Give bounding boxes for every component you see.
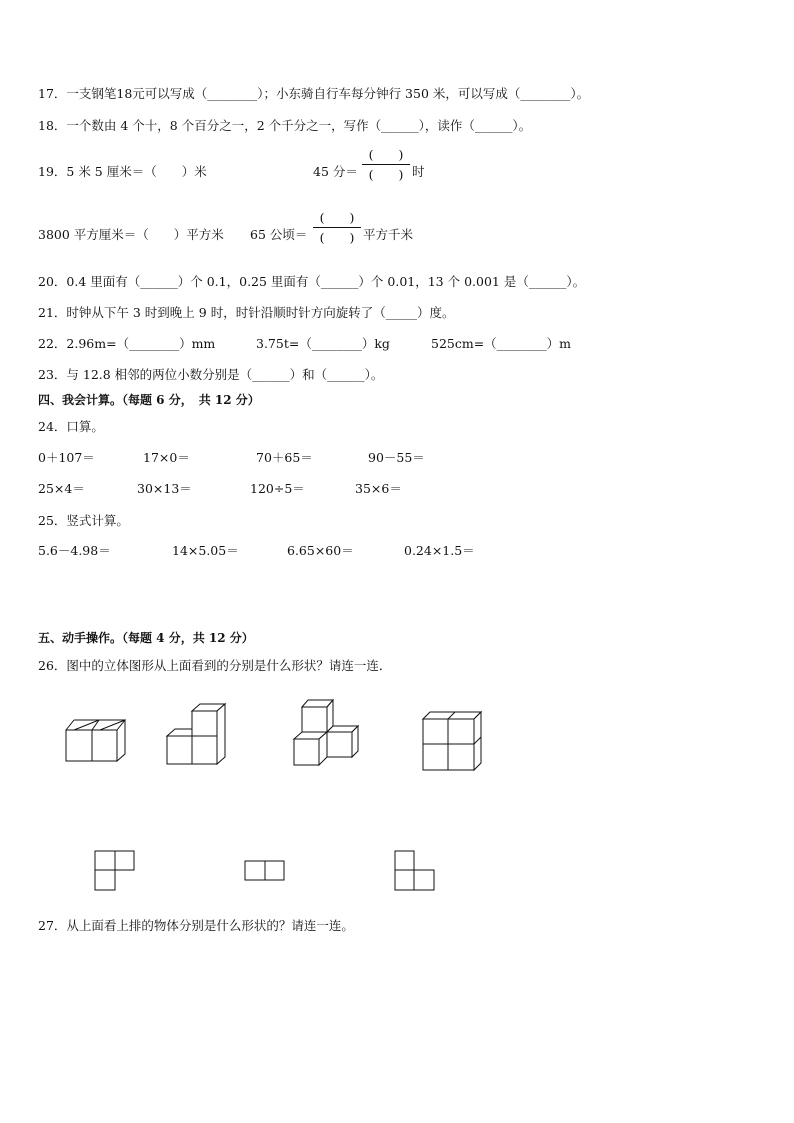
question-22-part1: 22．2.96m=（________）mm xyxy=(38,336,216,351)
question-19d-prefix: 65 公顷＝ xyxy=(250,227,308,242)
solid-figure-4[interactable] xyxy=(423,712,481,770)
mental-math-item: 30×13＝ xyxy=(137,481,192,496)
mental-math-item: 90－55＝ xyxy=(368,450,425,465)
question-20: 20．0.4 里面有（______）个 0.1，0.25 里面有（______）个 0.01，13 个 0.001 是（______）。 xyxy=(38,274,586,289)
solid-figure-2[interactable] xyxy=(167,704,225,764)
top-view-option-2[interactable] xyxy=(245,861,284,880)
mental-math-item: 35×6＝ xyxy=(355,481,402,496)
mental-math-item: 70＋65＝ xyxy=(256,450,313,465)
vertical-calc-item: 14×5.05＝ xyxy=(172,543,239,558)
vertical-calc-item: 6.65×60＝ xyxy=(287,543,354,558)
question-19b-suffix: 时 xyxy=(412,164,425,179)
question-23: 23．与 12.8 相邻的两位小数分别是（______）和（______）。 xyxy=(38,367,384,382)
section-4-heading: 四、我会计算。（每题 6 分， 共 12 分） xyxy=(38,393,260,407)
vertical-calc-item: 0.24×1.5＝ xyxy=(404,543,475,558)
question-24: 24．口算。 xyxy=(38,419,104,434)
question-22-part3: 525cm=（________）m xyxy=(431,336,572,351)
question-19b-prefix: 45 分＝ xyxy=(313,164,358,179)
fraction-denominator[interactable]: ( ) xyxy=(319,230,355,245)
mental-math-item: 25×4＝ xyxy=(38,481,85,496)
solid-figure-3[interactable] xyxy=(294,700,358,765)
question-17: 17．一支钢笔18元可以写成（________）；小东骑自行车每分钟行 350 米，可以写成（________）。 xyxy=(38,86,590,101)
mental-math-item: 0＋107＝ xyxy=(38,450,95,465)
solid-figure-1[interactable] xyxy=(66,720,125,761)
question-22-part2: 3.75t=（________）kg xyxy=(256,336,390,351)
top-view-option-1[interactable] xyxy=(95,851,134,890)
question-19a: 19．5 米 5 厘米＝（ ）米 xyxy=(38,164,207,179)
question-27: 27．从上面看上排的物体分别是什么形状的？请连一连。 xyxy=(38,918,354,933)
top-view-option-3[interactable] xyxy=(395,851,434,890)
question-18: 18．一个数由 4 个十，8 个百分之一，2 个千分之一，写作（______），读作（______）。 xyxy=(38,118,532,133)
fraction-denominator[interactable]: ( ) xyxy=(368,167,404,182)
mental-math-item: 17×0＝ xyxy=(143,450,190,465)
section-5-heading: 五、动手操作。（每题 4 分，共 12 分） xyxy=(38,631,254,645)
question-26: 26．图中的立体图形从上面看到的分别是什么形状？请连一连． xyxy=(38,658,392,673)
question-21: 21．时钟从下午 3 时到晚上 9 时，时针沿顺时针方向旋转了（_____）度。 xyxy=(38,305,455,320)
fraction-numerator[interactable]: ( ) xyxy=(319,210,355,225)
question-25: 25．竖式计算。 xyxy=(38,513,129,528)
mental-math-item: 120÷5＝ xyxy=(250,481,305,496)
question-19c: 3800 平方厘米＝（ ）平方米 xyxy=(38,227,224,242)
fraction-numerator[interactable]: ( ) xyxy=(368,147,404,162)
vertical-calc-item: 5.6－4.98＝ xyxy=(38,543,111,558)
question-19d-suffix: 平方千米 xyxy=(363,227,414,242)
